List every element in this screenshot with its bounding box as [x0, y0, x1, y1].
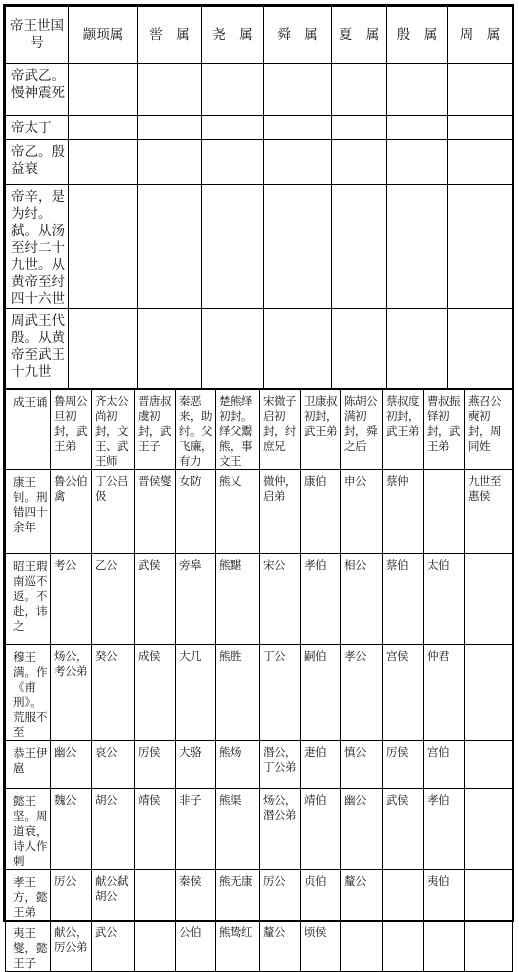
table-cell: 釐公 — [260, 921, 301, 972]
table-cell — [465, 645, 513, 741]
table-row — [6, 140, 513, 185]
table-cell: 公伯 — [176, 921, 216, 972]
table-cell: 旁皋 — [176, 554, 216, 645]
column-header: 颛顼属 — [69, 7, 138, 64]
table-cell: 宋微子启初封，纣庶兄 — [260, 390, 301, 470]
table-cell — [387, 64, 448, 116]
column-header: 夏 属 — [332, 7, 387, 64]
table-cell — [138, 185, 202, 309]
table-cell — [465, 554, 513, 645]
table-cell — [69, 116, 138, 140]
table-cell: 康伯 — [301, 470, 341, 554]
table-cell — [383, 870, 424, 921]
table-cell — [341, 921, 383, 972]
table-cell: 献公弑胡公 — [92, 870, 135, 921]
table-cell: 鲁公伯禽 — [51, 470, 92, 554]
table-cell: 考公 — [51, 554, 92, 645]
row-header: 帝辛，是为纣。弑。从汤至纣二十九世。从黄帝至纣四十六世 — [6, 185, 69, 309]
table-row — [6, 64, 513, 116]
table-cell: 武公 — [92, 921, 135, 972]
table-row — [6, 870, 513, 921]
table-cell: 夷伯 — [424, 870, 465, 921]
table-cell: 孝伯 — [424, 789, 465, 870]
table-cell: 熊渠 — [216, 789, 260, 870]
table-cell — [424, 921, 465, 972]
table-row — [6, 470, 513, 554]
column-header: 周 属 — [448, 7, 513, 64]
table-cell: 秦恶来，助纣。父飞廉，有力 — [176, 390, 216, 470]
lower-genealogy-table — [5, 390, 513, 972]
table-cell — [387, 185, 448, 309]
table-cell — [69, 185, 138, 309]
table-cell: 蔡叔度初封，武王弟 — [383, 390, 424, 470]
table-row — [6, 309, 513, 389]
row-header: 帝乙。殷益衰 — [6, 140, 69, 185]
table-cell — [202, 116, 264, 140]
table-cell — [202, 64, 264, 116]
table-cell: 靖侯 — [135, 789, 176, 870]
table-cell: 宫侯 — [383, 645, 424, 741]
table-cell: 哀公 — [92, 741, 135, 789]
row-header: 周武王代殷。从黄帝至武王十九世 — [6, 309, 69, 389]
table-cell — [332, 116, 387, 140]
table-cell: 大几 — [176, 645, 216, 741]
table-cell: 湣公，丁公弟 — [260, 741, 301, 789]
table-cell: 曹叔振铎初封，武王弟 — [424, 390, 465, 470]
table-cell: 燕召公奭初封，周同姓 — [465, 390, 513, 470]
upper-genealogy-table — [5, 6, 513, 389]
row-header: 孝王方，懿王弟 — [6, 870, 51, 921]
table-cell — [387, 309, 448, 389]
table-cell: 癸公 — [92, 645, 135, 741]
table-cell: 蔡伯 — [383, 554, 424, 645]
header-row — [6, 7, 513, 64]
table-cell — [448, 116, 513, 140]
table-row — [6, 741, 513, 789]
table-cell — [69, 140, 138, 185]
table-cell: 九世至惠侯 — [465, 470, 513, 554]
table-cell — [202, 185, 264, 309]
table-row — [6, 185, 513, 309]
table-cell — [448, 185, 513, 309]
table-cell: 相公 — [341, 554, 383, 645]
table-cell — [264, 116, 332, 140]
table-cell: 贞伯 — [301, 870, 341, 921]
table-cell: 熊炀 — [216, 741, 260, 789]
table-cell: 慎公 — [341, 741, 383, 789]
table-cell: 秦侯 — [176, 870, 216, 921]
table-cell: 魏公 — [51, 789, 92, 870]
table-cell: 晋唐叔虞初封，武王子 — [135, 390, 176, 470]
table-cell: 疌伯 — [301, 741, 341, 789]
table-cell: 宫伯 — [424, 741, 465, 789]
table-cell: 鲁周公旦初封，武王弟 — [51, 390, 92, 470]
row-header: 懿王坚。周道衰，诗人作刺 — [6, 789, 51, 870]
table-cell: 晋侯燮 — [135, 470, 176, 554]
row-header: 穆王满。作《甫刑》。荒服不至 — [6, 645, 51, 741]
table-cell — [424, 470, 465, 554]
table-cell — [332, 64, 387, 116]
table-cell: 女防 — [176, 470, 216, 554]
table-cell: 釐公 — [341, 870, 383, 921]
genealogy-table-frame — [3, 4, 514, 970]
table-cell: 武侯 — [135, 554, 176, 645]
table-cell: 齐太公尚初封，文王、武王师 — [92, 390, 135, 470]
table-cell — [202, 309, 264, 389]
table-cell: 嗣伯 — [301, 645, 341, 741]
table-cell: 乙公 — [92, 554, 135, 645]
table-cell — [465, 870, 513, 921]
table-cell: 宋公 — [260, 554, 301, 645]
table-row — [6, 789, 513, 870]
table-row — [6, 554, 513, 645]
table-cell: 炀公，湣公弟 — [260, 789, 301, 870]
table-cell — [387, 116, 448, 140]
table-cell: 胡公 — [92, 789, 135, 870]
column-header: 殷 属 — [387, 7, 448, 64]
table-row — [6, 116, 513, 140]
table-cell — [387, 140, 448, 185]
row-header: 夷王燮，懿王子 — [6, 921, 51, 972]
table-cell: 仲君 — [424, 645, 465, 741]
table-cell: 孝伯 — [301, 554, 341, 645]
table-cell: 申公 — [341, 470, 383, 554]
column-header: 喾 属 — [138, 7, 202, 64]
column-header: 尧 属 — [202, 7, 264, 64]
table-cell: 炀公，考公弟 — [51, 645, 92, 741]
table-cell: 熊黮 — [216, 554, 260, 645]
table-cell — [135, 870, 176, 921]
table-cell: 幽公 — [51, 741, 92, 789]
table-cell: 太伯 — [424, 554, 465, 645]
table-cell — [448, 140, 513, 185]
table-cell: 厉侯 — [383, 741, 424, 789]
table-cell: 大骆 — [176, 741, 216, 789]
table-cell: 丁公吕伋 — [92, 470, 135, 554]
table-cell — [465, 921, 513, 972]
table-cell: 厉公 — [260, 870, 301, 921]
row-header: 康王钊。刑错四十余年 — [6, 470, 51, 554]
table-cell — [332, 309, 387, 389]
table-cell: 非子 — [176, 789, 216, 870]
table-cell: 丁公 — [260, 645, 301, 741]
table-cell: 献公，厉公弟 — [51, 921, 92, 972]
table-cell: 顷侯 — [301, 921, 341, 972]
table-cell: 成侯 — [135, 645, 176, 741]
table-cell: 靖伯 — [301, 789, 341, 870]
table-cell — [332, 140, 387, 185]
table-cell: 微仲，启弟 — [260, 470, 301, 554]
table-cell — [202, 140, 264, 185]
table-cell: 幽公 — [341, 789, 383, 870]
table-cell: 熊乂 — [216, 470, 260, 554]
row-header: 帝武乙。慢神震死 — [6, 64, 69, 116]
table-cell: 武侯 — [383, 789, 424, 870]
table-cell: 楚熊绎初封。绎父鬻熊，事文王 — [216, 390, 260, 470]
row-header: 昭王瑕南巡不返。不赴，讳之 — [6, 554, 51, 645]
table-cell: 厉侯 — [135, 741, 176, 789]
table-row — [6, 921, 513, 972]
table-cell — [465, 789, 513, 870]
table-cell — [135, 921, 176, 972]
table-cell — [448, 64, 513, 116]
table-row — [6, 390, 513, 470]
row-header: 成王诵 — [6, 390, 51, 470]
table-cell — [69, 64, 138, 116]
table-cell: 陈胡公满初封，舜之后 — [341, 390, 383, 470]
table-cell: 熊鸷红 — [216, 921, 260, 972]
table-cell — [448, 309, 513, 389]
column-header: 舜 属 — [264, 7, 332, 64]
row-header: 帝太丁 — [6, 116, 69, 140]
row-header: 恭王伊扈 — [6, 741, 51, 789]
table-cell — [138, 64, 202, 116]
table-cell — [138, 116, 202, 140]
table-cell — [332, 185, 387, 309]
table-cell — [264, 309, 332, 389]
table-cell — [138, 309, 202, 389]
column-header: 帝王世国 号 — [6, 7, 69, 64]
table-cell — [264, 185, 332, 309]
table-cell: 厉公 — [51, 870, 92, 921]
table-cell: 熊胜 — [216, 645, 260, 741]
table-cell — [138, 140, 202, 185]
table-cell: 蔡仲 — [383, 470, 424, 554]
table-cell — [383, 921, 424, 972]
table-row — [6, 645, 513, 741]
table-cell: 熊无康 — [216, 870, 260, 921]
table-cell: 卫康叔初封，武王弟 — [301, 390, 341, 470]
table-cell — [69, 309, 138, 389]
table-cell — [264, 140, 332, 185]
table-cell: 孝公 — [341, 645, 383, 741]
table-cell — [465, 741, 513, 789]
table-cell — [264, 64, 332, 116]
